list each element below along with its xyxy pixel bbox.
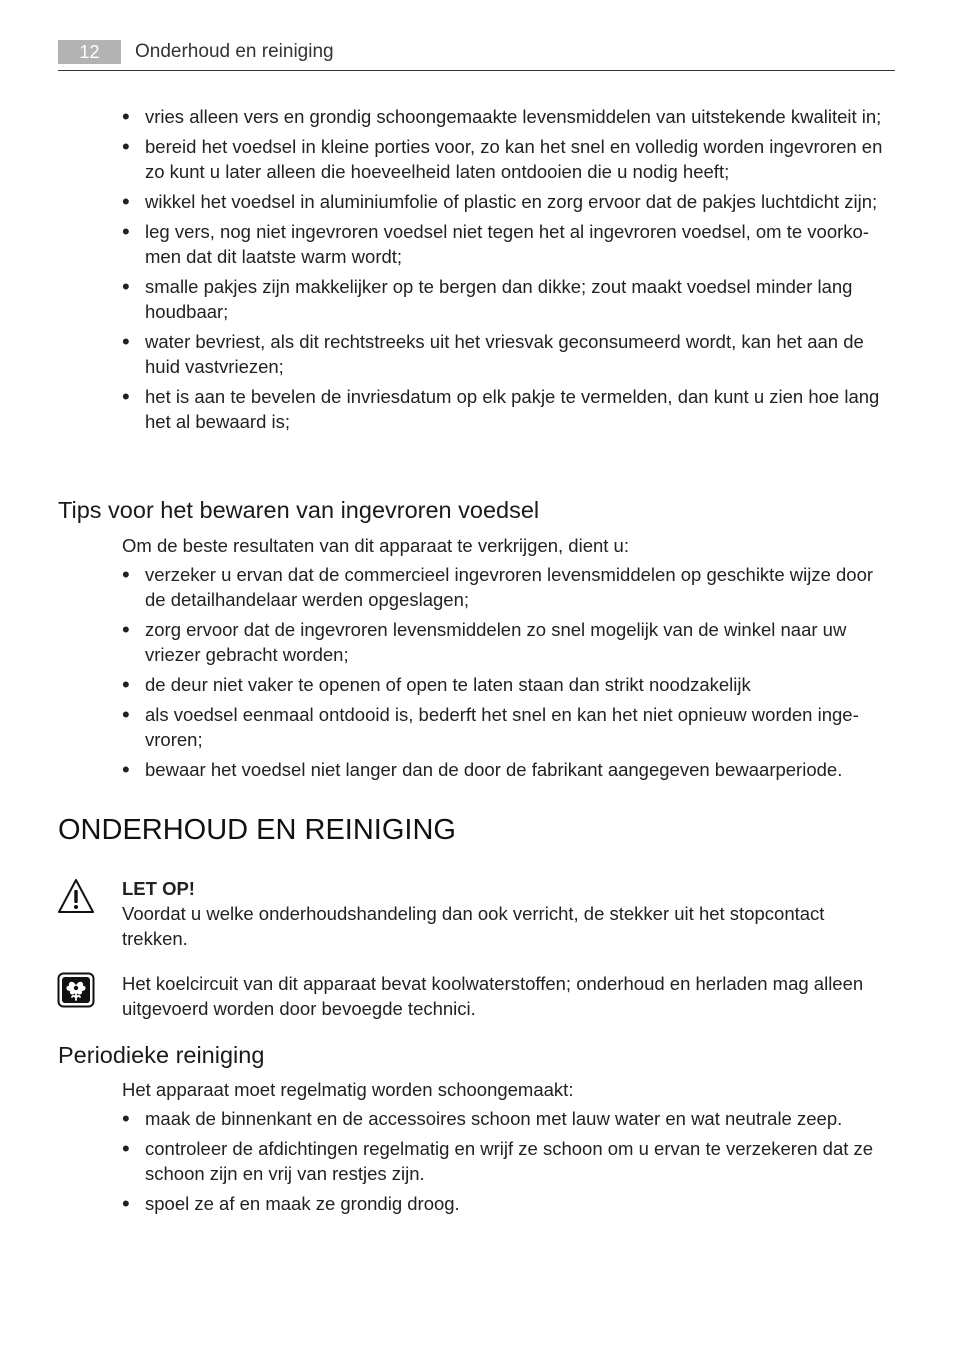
header-title: Onderhoud en reiniging xyxy=(135,41,334,62)
list-item: • maak de binnenkant en de accessoires schoon met lauw water en wat neutrale zeep. xyxy=(122,1106,894,1131)
warning-notice xyxy=(122,876,894,951)
list-item: • zorg ervoor dat de ingevroren levensmiddelen zo snel mogelijk van de winkel naar uw vriezer gebracht worden; xyxy=(122,617,894,667)
list-item: • de deur niet vaker te openen of open te laten staan dan strikt noodzakelijk xyxy=(122,672,894,697)
list-item: • het is aan te bevelen de invriesdatum op elk pakje te vermelden, dan kunt u zien hoe lang het al bewaard is; xyxy=(122,384,894,434)
list-item: • verzeker u ervan dat de commercieel ingevroren levensmiddelen op geschikte wijze door de detailhandelaar werden opgeslagen; xyxy=(122,562,894,612)
list-item: • water bevriest, als dit rechtstreeks uit het vriesvak geconsumeerd wordt, kan het aan de huid vastvriezen; xyxy=(122,329,894,379)
warning-title: LET OP! xyxy=(122,878,195,899)
list-item: • als voedsel eenmaal ontdooid is, bederft het snel en kan het niet opnieuw worden inge-vroren; xyxy=(122,702,894,752)
tips-intro: Om de beste resultaten van dit apparaat te verkrijgen, dient u: xyxy=(122,535,629,556)
list-item: • controleer de afdichtingen regelmatig en wrijf ze schoon om u ervan te verzekeren dat ze schoon zijn en vrij van restjes zijn. xyxy=(122,1136,894,1186)
page-header xyxy=(58,40,895,71)
list-item: • wikkel het voedsel in aluminiumfolie of plastic en zorg ervoor dat de pakjes luchtdicht zijn; xyxy=(122,189,894,214)
cleaning-steps-list xyxy=(122,1106,894,1221)
flower-icon xyxy=(57,972,95,1008)
list-item: • spoel ze af en maak ze grondig droog. xyxy=(122,1191,894,1216)
section-heading-tips: Tips voor het bewaren van ingevroren voedsel xyxy=(58,497,540,523)
section-heading-periodic: Periodieke reiniging xyxy=(58,1042,265,1068)
list-item: • leg vers, nog niet ingevroren voedsel niet tegen het al ingevroren voedsel, om te voorko-men dat dit laatste warm wordt; xyxy=(122,219,894,269)
page-number: 12 xyxy=(58,40,121,64)
freezing-tips-list xyxy=(122,104,894,439)
page-title: ONDERHOUD EN REINIGING xyxy=(58,814,456,846)
storage-tips-list xyxy=(122,562,894,787)
list-item: • bereid het voedsel in kleine porties voor, zo kan het snel en volledig worden ingevroren en zo kunt u later alleen die hoeveelheid laten ontdooien die u nodig heeft; xyxy=(122,134,894,184)
list-item: • bewaar het voedsel niet langer dan de door de fabrikant aangegeven bewaarperiode. xyxy=(122,757,894,782)
warning-text: Voordat u welke onderhoudshandeling dan ook verricht, de stekker uit het stopcontact trekken. xyxy=(122,903,825,949)
list-item: • smalle pakjes zijn makkelijker op te bergen dan dikke; zout maakt voedsel minder lang houdbaar; xyxy=(122,274,894,324)
environment-notice: Het koelcircuit van dit apparaat bevat koolwaterstoffen; onderhoud en herladen mag alleen uitgevoerd worden door bevoegde technici. xyxy=(122,973,864,1019)
list-item: • vries alleen vers en grondig schoongemaakte levensmiddelen van uitstekende kwaliteit in; xyxy=(122,104,894,129)
periodic-intro: Het apparaat moet regelmatig worden schoongemaakt: xyxy=(122,1079,574,1100)
warning-triangle-icon xyxy=(57,878,95,914)
